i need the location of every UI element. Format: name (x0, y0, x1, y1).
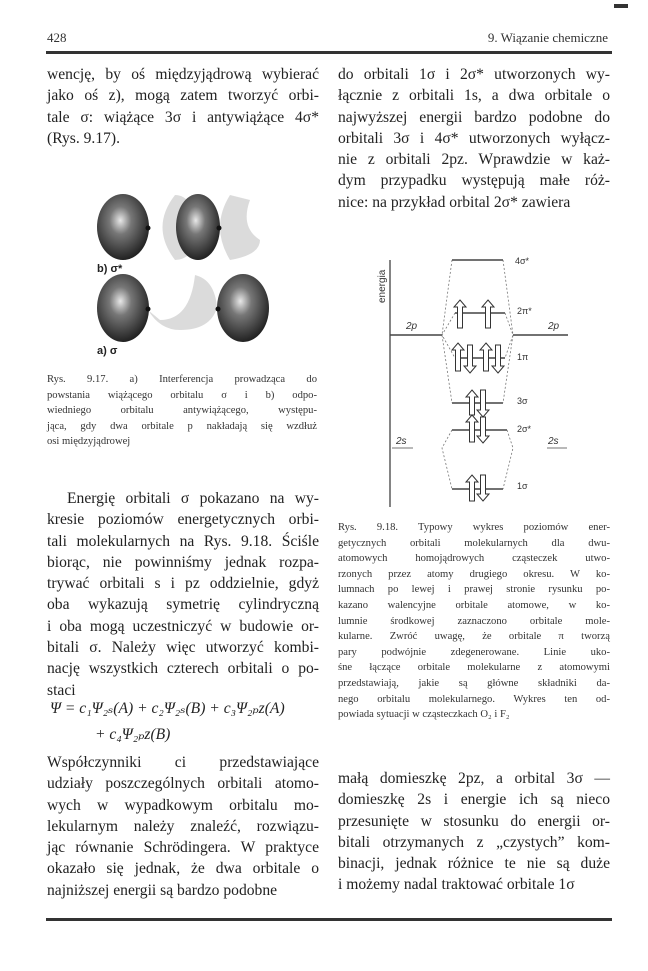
text-line: i możemy nadal traktować orbitale 1σ (338, 876, 575, 894)
text-line: nację wszystkich czterech orbitali o po- (47, 660, 319, 678)
text-line: Energię orbitali σ pokazano na wy- (67, 490, 319, 507)
text-line: oba wykazują symetrię cylindryczną (47, 596, 319, 614)
spin-up-arrow (452, 343, 464, 371)
footer-rule (46, 918, 612, 921)
text-line: binacji, jednak różnice te nie są duże (338, 855, 610, 873)
caption-line: lumnie środkowej zaznaczono orbitale mole- (338, 615, 610, 627)
caption-line: powstania wiążącego orbitalu σ i b) odpo- (47, 389, 317, 401)
text-line: łącznie z orbitali 1s, a dwa orbitale o (338, 87, 610, 105)
label-3sigma: 3σ (517, 396, 528, 406)
left-para-2 (47, 488, 319, 701)
label-2sigma-star: 2σ* (517, 424, 532, 434)
label-2s-left: 2s (396, 436, 407, 447)
text-line: wych w wypadkowym orbitalu mo- (47, 796, 319, 814)
text-line: i oba mogą uczestniczyć w budowie or- (47, 617, 319, 635)
lobe (97, 274, 149, 342)
label-2p-left: 2p (406, 321, 418, 332)
text-line: bitali σ. Należy więc utworzyć kombi- (47, 639, 319, 657)
figure-9-18-caption (338, 520, 610, 723)
label-2pi-star: 2π* (517, 306, 532, 316)
label-b-sigma-star: b) σ* (97, 263, 123, 275)
caption-line: przedstawiają, jakie są główne składniki da- (338, 677, 610, 689)
text-line: biorąc, nie powinniśmy jednak rozpa- (47, 553, 319, 571)
text-line: przesunięte w stosunku do energii or- (338, 812, 610, 830)
text-line: wencję, by oś międzyjądrową wybierać (47, 66, 319, 83)
spin-down-arrow (464, 345, 476, 373)
lobe (176, 194, 220, 260)
left-para-1 (47, 64, 319, 149)
spin-up-arrow (454, 300, 466, 328)
caption-line: wiedniego orbitalu antywiążącego, występu- (47, 405, 317, 417)
caption-line: lumnach po lewej i prawej stronie rysunku po- (338, 584, 610, 596)
lobe (148, 275, 217, 330)
caption-line: powiada sytuacji w cząsteczkach O₂ i F₂ (338, 709, 510, 721)
nucleus (146, 226, 151, 231)
caption-line: Rys. 9.18. Typowy wykres poziomów ener- (338, 522, 610, 533)
page-number: 428 (47, 30, 67, 45)
text-line: najniższej energii są bardzo podobne (47, 881, 278, 899)
text-line: jako oś z), mogą zatem tworzyć orbi- (47, 87, 319, 105)
caption-line: śne łączące orbitale molekularne z atomowymi (338, 662, 610, 674)
electron-arrows (452, 300, 504, 501)
spin-up-arrow (480, 343, 492, 371)
text-line: trywać orbitali s i pz oddzielnie, gdyż (47, 575, 319, 593)
text-line: bitali otrzymanych z „czystych” kom- (338, 833, 610, 851)
text-line: Współczynniki ci przedstawiające (47, 754, 319, 771)
energy-levels (390, 260, 568, 489)
label-2p-right: 2p (548, 321, 560, 332)
caption-line: getycznych orbitali molekularnych dla dwu- (338, 537, 610, 549)
caption-line: pary podwójnie zdegenerowane. Linie uko- (338, 646, 610, 658)
caption-line: nego orbitalu molekularnego. Wykres ten od- (338, 693, 610, 705)
lobe (217, 274, 269, 342)
label-2s-right: 2s (548, 436, 559, 447)
caption-line: rzonych przez atomy drugiego okresu. W ko- (338, 568, 610, 580)
label-4sigma-star: 4σ* (515, 256, 530, 266)
correlation-lines (442, 260, 513, 489)
text-line: lekularnym należy znaleźć, rozwiązu- (47, 817, 319, 835)
text-line: okazało się jednak, że dwa orbitale o (47, 860, 319, 878)
text-line: nice: na przykład orbital 2σ* zawiera (338, 193, 571, 211)
text-line: tale σ: wiążące 3σ i antywiążące 4σ* (47, 108, 319, 126)
label-a-sigma: a) σ (97, 345, 118, 357)
caption-line: kularne. Zwróć uwagę, że orbitale π tworzą (338, 631, 610, 643)
text-line: nie z orbitali 2pz. Wprawdzie w każ- (338, 151, 610, 169)
text-line: udziały poszczególnych orbitali atomo- (47, 775, 319, 793)
spin-up-arrow (482, 300, 494, 328)
right-para-1 (338, 64, 610, 213)
text-line: do orbitali 1σ i 2σ* utworzonych wy- (338, 66, 610, 83)
energy-axis-label: energia (377, 269, 388, 303)
bonding-orbital (97, 274, 269, 342)
header-rule (46, 51, 612, 54)
nucleus (217, 226, 222, 231)
left-para-3 (47, 752, 319, 901)
text-line: orbitali 3σ i 4σ* utworzonych wyłącz- (338, 129, 610, 147)
antibonding-orbital (97, 194, 260, 260)
spin-up-arrow (466, 415, 478, 442)
spin-down-arrow (477, 475, 489, 501)
text-line: tali molekularnych na Rys. 9.18. Ściśle (47, 532, 319, 550)
text-line: dym przypadku występują małe róż- (338, 172, 610, 190)
text-line: staci (47, 681, 76, 699)
label-1sigma: 1σ (517, 481, 528, 491)
text-line: domieszkę 2s i energie ich są nieco (338, 791, 610, 809)
caption-line: atomowych homojądrowych cząsteczek utwo- (338, 553, 610, 565)
lobe (220, 195, 260, 260)
caption-line: osi międzyjądrowej (47, 436, 131, 448)
label-1pi: 1π (517, 352, 529, 362)
scan-corner-mark (614, 4, 628, 8)
equation-line-2: + c₄Ψ₂ₚz(B) (95, 726, 171, 743)
running-header: 9. Wiązanie chemiczne (487, 30, 608, 45)
figure-9-18-mo-diagram (360, 245, 620, 525)
spin-up-arrow (466, 475, 478, 501)
nucleus (216, 307, 221, 312)
equation-line-1: Ψ = c₁Ψ₂ₛ(A) + c₂Ψ₂ₛ(B) + c₃Ψ₂ₚz(A) (50, 700, 285, 717)
caption-line: Rys. 9.17. a) Interferencja prowadząca do (47, 374, 317, 385)
caption-line: jąca, gdy dwa orbitale p nakładają się wzdłuż (47, 420, 317, 432)
text-line: małą domieszkę 2pz, a orbital 3σ — (338, 770, 610, 787)
figure-9-17-caption (47, 372, 317, 450)
lobe (97, 194, 149, 260)
spin-down-arrow (492, 345, 504, 373)
text-line: (Rys. 9.17). (47, 129, 121, 147)
figure-9-17-orbitals (80, 180, 320, 370)
text-line: kresie poziomów energetycznych orbi- (47, 511, 319, 529)
right-para-2 (338, 768, 610, 896)
nucleus (146, 307, 151, 312)
text-line: najwyższej energii bardzo podobne do (338, 108, 610, 126)
text-line: jąc równanie Schrödingera. W praktyce (47, 839, 319, 857)
caption-line: kazano walencyjne orbitale atomowe, w ko- (338, 599, 610, 611)
